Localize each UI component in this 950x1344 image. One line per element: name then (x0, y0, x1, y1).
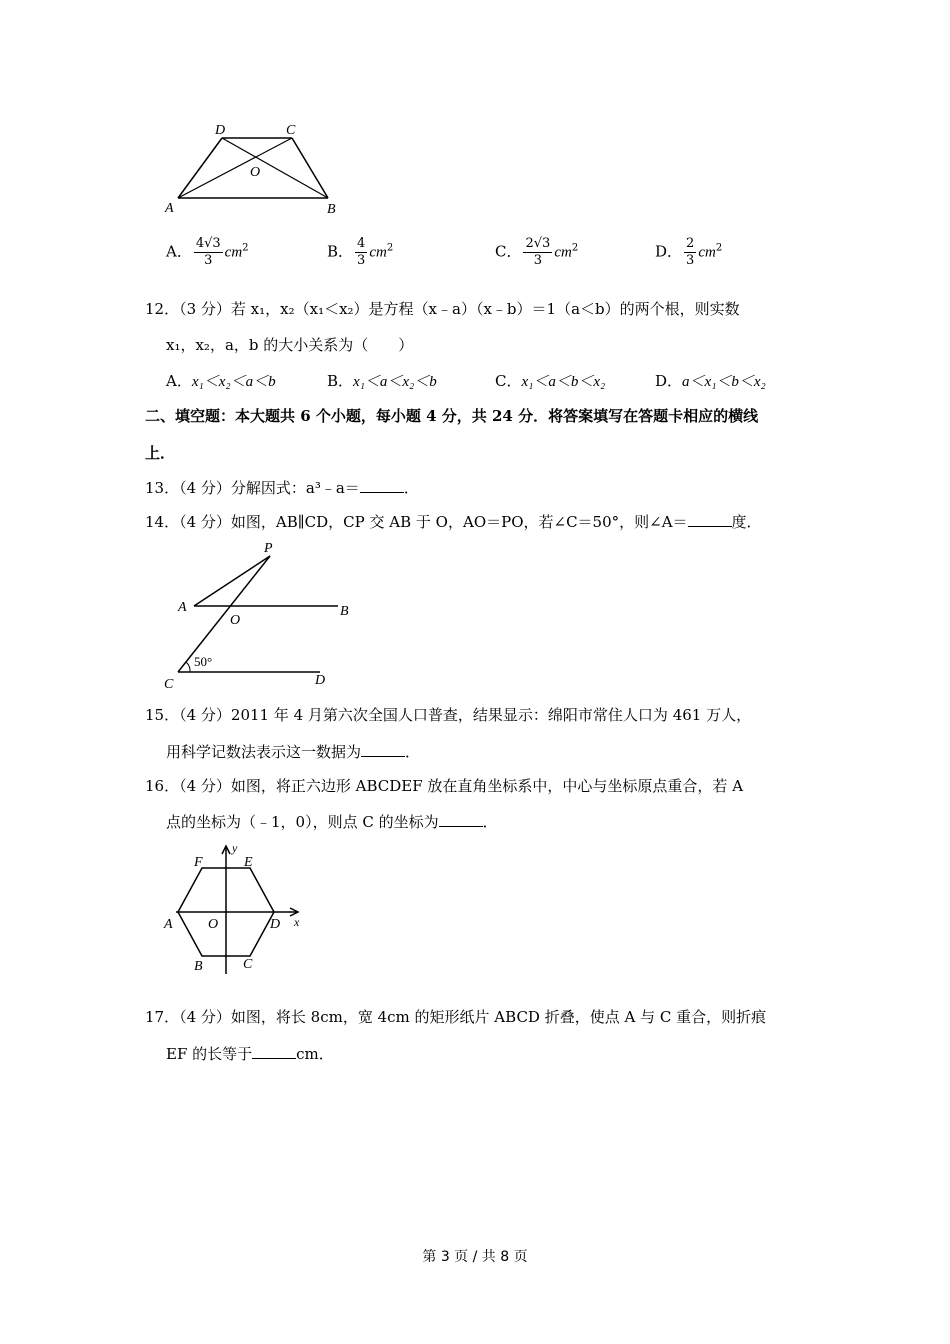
label-B: B (327, 202, 336, 217)
trapezoid-figure (160, 118, 350, 218)
q12-option-d: D．a＜x₁＜b＜x₂ (655, 372, 766, 390)
q12-line2: x₁，x₂，a，b 的大小关系为（ ） (166, 336, 414, 354)
q17-line1: 17．（4 分）如图，将长 8cm，宽 4cm 的矩形纸片 ABCD 折叠，使点 A 与 C 重合，则折痕 (145, 1008, 767, 1026)
q16-line2: 点的坐标为（﹣1，0），则点 C 的坐标为 ． (166, 813, 498, 831)
q17-blank[interactable] (252, 1044, 296, 1059)
parallel-lines-figure (160, 538, 370, 693)
q12-option-c: C．x₁＜a＜b＜x₂ (495, 372, 606, 390)
hexagon-coordinate-figure (160, 838, 310, 978)
label-O: O (208, 917, 219, 932)
section2-heading-line2: 上． (145, 444, 176, 462)
q11-option-b: B． $\frac{4}{3}$ $cm^2$ (327, 236, 394, 268)
q15-blank[interactable] (361, 742, 405, 757)
label-O: O (230, 613, 241, 628)
label-O: O (250, 165, 261, 180)
q14-blank[interactable] (688, 512, 732, 527)
section2-heading-line1: 二、填空题：本大题共 6 个小题，每小题 4 分，共 24 分．将答案填写在答题卡相应的横线 (145, 407, 759, 425)
q12-line1: 12．（3 分）若 x₁，x₂（x₁＜x₂）是方程（x﹣a）（x﹣b）＝1（a＜b）的两个根，则实数 (145, 300, 740, 318)
q17-line2: EF 的长等于 cm． (166, 1045, 334, 1063)
q15-line1: 15．（4 分）2011 年 4 月第六次全国人口普查，结果显示：绵阳市常住人口为 461 万人， (145, 706, 752, 724)
q11-option-a: A． $\frac{4√3}{3}$ $cm^2$ (166, 236, 249, 268)
label-C: C (243, 957, 253, 972)
label-F: F (194, 855, 203, 870)
label-C: C (164, 677, 174, 692)
label-D: D (315, 673, 326, 688)
label-P: P (264, 541, 273, 556)
q12-option-a: A．x₁＜x₂＜a＜b (166, 372, 276, 390)
angle-label: 50° (194, 654, 213, 669)
label-D: D (270, 917, 281, 932)
label-B: B (340, 604, 349, 619)
q14: 14．（4 分）如图，AB∥CD，CP 交 AB 于 O，AO＝PO，若∠C＝50°，则∠A＝ 度． (145, 513, 762, 531)
q12-option-b: B．x₁＜a＜x₂＜b (327, 372, 437, 390)
q15-line2: 用科学记数法表示这一数据为 ． (166, 743, 421, 761)
label-C: C (286, 123, 296, 138)
q11-option-d: D． $\frac{2}{3}$ $cm^2$ (655, 236, 723, 268)
q16-line1: 16．（4 分）如图，将正六边形 ABCDEF 放在直角坐标系中，中心与坐标原点重合，若 A (145, 777, 744, 795)
q13-blank[interactable] (360, 478, 404, 493)
q16-blank[interactable] (439, 812, 483, 827)
label-A: A (165, 201, 174, 216)
label-A: A (164, 917, 173, 932)
label-A: A (178, 600, 187, 615)
q13: 13．（4 分）分解因式：a³﹣a＝ ． (145, 479, 419, 497)
q11-option-c: C． $\frac{2√3}{3}$ $cm^2$ (495, 236, 579, 268)
label-B: B (194, 959, 203, 974)
label-x: x (294, 915, 300, 929)
label-y: y (232, 841, 238, 855)
label-E: E (244, 855, 253, 870)
page-footer: 第 3 页 / 共 8 页 (422, 1249, 528, 1265)
label-D: D (215, 123, 226, 138)
